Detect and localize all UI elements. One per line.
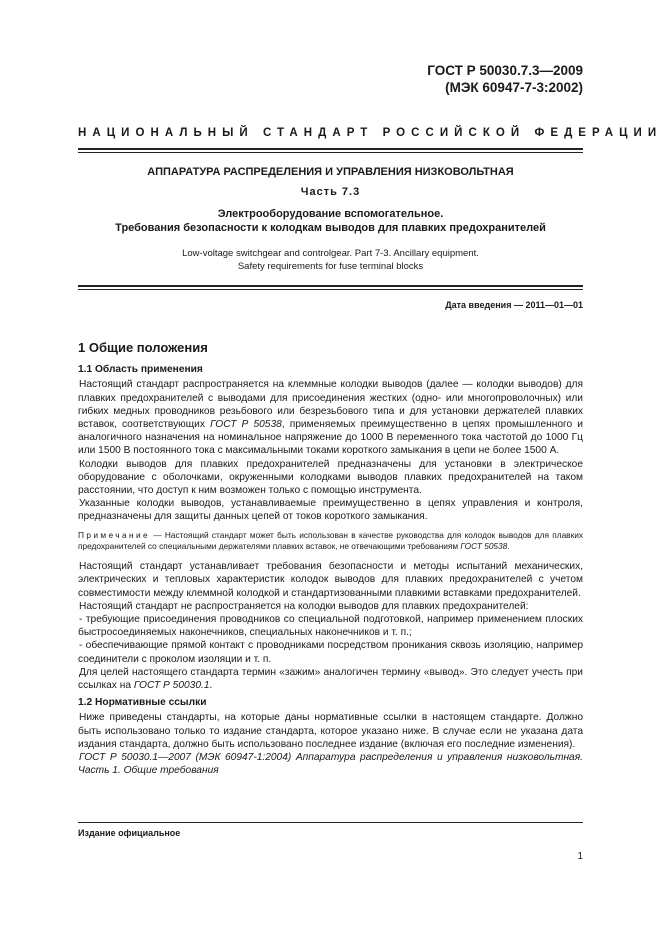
reference-gost-50030-1: ГОСТ Р 50030.1 <box>133 680 210 692</box>
paragraph-purpose: Колодки выводов для плавких предохранителей предназначены для установки в электрическое оборудование с оболочками, окруженными колодками выводов плавких предохранителей на таком расстоянии, что доступ к ним возможен только с помощью инструмента. <box>78 458 583 497</box>
page-number: 1 <box>577 851 583 862</box>
note-text: — Настоящий стандарт может быть использован в качестве руководства для колодок выводов для плавких предохранителей со специальными держателями плавких вставок, не отвечающими требованиям <box>78 529 583 551</box>
subsection-1-1-heading: 1.1 Область применения <box>78 364 203 376</box>
exclusion-item-2: - обеспечивающие прямой контакт с проводниками посредством проникания сквозь изоляцию, например соединители с проколом изоляции и т. п. <box>78 640 583 665</box>
document-body <box>78 341 583 777</box>
header-rule-thin <box>78 152 583 153</box>
section-1-heading: 1 Общие положения <box>78 340 208 355</box>
document-subtitle <box>78 207 583 235</box>
reference-gost-50538: ГОСТ Р 50538 <box>210 419 282 431</box>
note-paragraph <box>78 530 583 553</box>
english-title <box>78 248 583 273</box>
paragraph-control-circuits: Указанные колодки выводов, устанавливаемые преимущественно в цепях управления и контроля, предназначены для защиты данных цепей от токов короткого замыкания. <box>78 498 583 523</box>
national-standard-title: НАЦИОНАЛЬНЫЙ СТАНДАРТ РОССИЙСКОЙ ФЕДЕРАЦИИ <box>78 127 662 139</box>
footer-rule <box>78 822 583 823</box>
subtitle-line-1: Электрооборудование вспомогательное. <box>217 208 444 220</box>
paragraph-terminology-end: . <box>209 680 213 692</box>
title-rule-thin <box>78 289 583 290</box>
paragraph-exclusions: Настоящий стандарт не распространяется на колодки выводов для плавких предохранителей: <box>79 600 529 612</box>
note-label: Примечание <box>78 529 151 540</box>
title-rule-thick <box>78 285 583 287</box>
official-edition-label: Издание официальное <box>78 828 181 838</box>
document-title: АППАРАТУРА РАСПРЕДЕЛЕНИЯ И УПРАВЛЕНИЯ НИЗКОВОЛЬТНАЯ <box>147 166 514 178</box>
paragraph-requirements: Настоящий стандарт устанавливает требования безопасности и методы испытаний механических, электрических и тепловых характеристик колодок выводов для плавких предохранителей с учетом совместимости между клеммной колодкой и стандартизованными плавкими вставками предохранителей. <box>78 561 583 599</box>
subsection-1-2-heading: 1.2 Нормативные ссылки <box>78 697 207 709</box>
english-title-line-1: Low-voltage switchgear and controlgear. Part 7-3. Ancillary equipment. <box>182 248 479 259</box>
standard-number: ГОСТ Р 50030.7.3—2009 <box>427 63 583 78</box>
exclusion-item-1: - требующие присоединения проводников со специальной подготовкой, например применением плоских быстросоединяемых наконечников, специальных наконечников и т. п.; <box>78 614 583 639</box>
introduction-date: Дата введения — 2011—01—01 <box>445 300 583 310</box>
paragraph-terminology <box>78 666 583 692</box>
note-end: . <box>507 540 510 551</box>
note-reference: ГОСТ 50538 <box>460 540 508 551</box>
header-rule-thick <box>78 148 583 150</box>
paragraph-terminology-text: Для целей настоящего стандарта термин «зажим» аналогичен термину «вывод». Это следует учесть при ссылках на <box>78 666 583 692</box>
document-part: Часть 7.3 <box>300 186 361 198</box>
normative-reference-item: ГОСТ Р 50030.1—2007 (МЭК 60947-1:2004) Аппаратура распределения и управления низковольтная. Часть 1. Общие требования <box>78 752 583 777</box>
paragraph-scope-text: Настоящий стандарт распространяется на клеммные колодки выводов (далее — колодки выводов) для плавких предохранителей с выводами для присоединения жестких (одно- или многопроволочных) или гибких медных проводников резьбового или безрезьбового типа и для установки держателей плавких вставок, соответствующих <box>78 379 583 431</box>
paragraph-scope-tail: , применяемых преимущественно в цепях промышленного и аналогичного назначения на номинальное напряжение до 1000 В переменного тока частотой до 1000 Гц или 1500 В постоянного тока с максимальными токами короткого замыкания в цепи не более 1500 А. <box>78 419 583 457</box>
standard-number-block <box>427 62 583 96</box>
iec-number: (МЭК 60947-7-3:2002) <box>445 80 583 95</box>
paragraph-scope <box>78 378 583 457</box>
subtitle-line-2: Требования безопасности к колодкам выводов для плавких предохранителей <box>115 222 546 234</box>
english-title-line-2: Safety requirements for fuse terminal blocks <box>237 260 424 272</box>
paragraph-normative-refs: Ниже приведены стандарты, на которые даны нормативные ссылки в настоящем стандарте. Должно быть использовано только то издание стандарта, которое указано ниже. В случае если не указана дата издания стандарта, должно быть использовано последнее издание (включая его последние изменения). <box>78 712 583 750</box>
